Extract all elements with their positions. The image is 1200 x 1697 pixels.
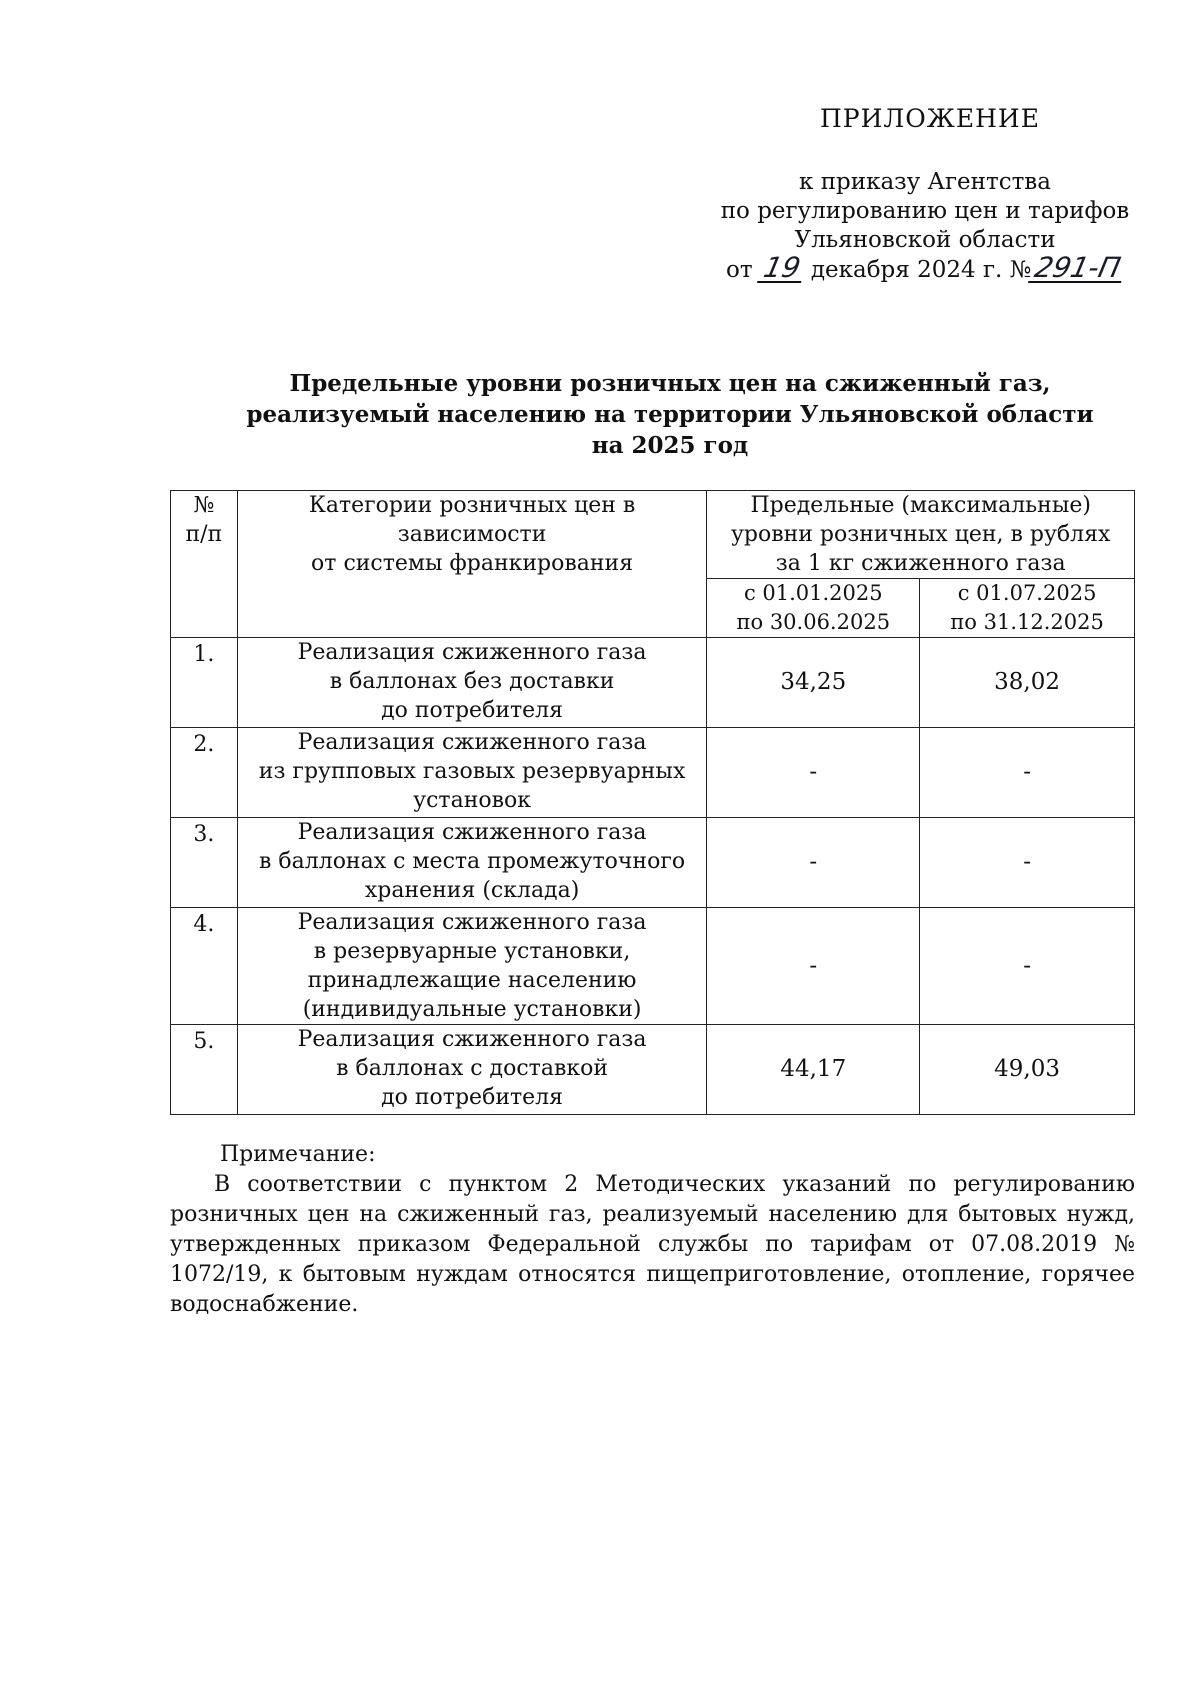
header-period-2 [920,579,1135,638]
category-line: в резервуарные установки, [313,939,631,964]
table-row [171,728,1135,818]
header-category-line-2: зависимости [397,522,547,547]
row-number: 5. [171,1025,238,1115]
category-line: в баллонах с доставкой [336,1056,608,1081]
row-number: 4. [171,908,238,1025]
date-rest: декабря 2024 г. № [810,257,1032,283]
row-number: 1. [171,638,238,728]
document-title [170,368,1170,461]
category-line: до потребителя [381,1085,564,1110]
category-line: Реализация сжиженного газа [297,820,647,845]
price-period-2: - [920,728,1135,818]
price-period-2: 38,02 [920,638,1135,728]
row-category [237,818,707,908]
appendix-date-line [700,251,1150,285]
header-category-line-3: от системы франкирования [311,551,634,576]
category-line: в баллонах с места промежуточного [259,849,686,874]
header-prices [707,491,1135,579]
category-line: до потребителя [381,698,564,723]
price-period-1: 44,17 [707,1025,920,1115]
row-category [237,1025,707,1115]
category-line: принадлежащие населению [307,968,637,993]
category-line: Реализация сжиженного газа [297,730,647,755]
handwritten-day: 19 [757,255,807,283]
period-2-line-1: с 01.07.2025 [957,581,1097,605]
table-row [171,908,1135,1025]
note-label: Примечание: [220,1142,376,1167]
price-period-1: - [707,728,920,818]
period-1-line-2: по 30.06.2025 [736,610,891,634]
table-row [171,818,1135,908]
note-text: В соответствии с пунктом 2 Методических указаний по регулированию розничных цен на сжиженный газ, реализуемый населению для бытовых нужд, утвержденных приказом Федеральной службы по тарифам от 07.08.2019 № 1072/19, к бытовым нуждам относятся пищеприготовление, отопление, горячее водоснабжение. [170,1172,1135,1317]
appendix-line-2: по регулированию цен и тарифов [720,198,1130,224]
note-section [170,1140,1135,1320]
title-line-1: Предельные уровни розничных цен на сжиженный газ, [289,370,1051,397]
price-period-2: - [920,908,1135,1025]
category-line: в баллонах без доставки [329,669,615,694]
price-period-1: 34,25 [707,638,920,728]
date-prefix: от [726,257,753,283]
header-number-line-2: п/п [185,522,223,547]
category-line: (индивидуальные установки) [302,997,642,1022]
row-category [237,908,707,1025]
row-number: 3. [171,818,238,908]
header-category [237,491,707,638]
appendix-line-3: Ульяновской области [794,227,1056,253]
price-table [170,490,1135,1115]
header-number [171,491,238,638]
price-period-1: - [707,908,920,1025]
row-category [237,728,707,818]
row-number: 2. [171,728,238,818]
header-prices-line-1: Предельные (максимальные) [750,493,1091,518]
category-line: Реализация сжиженного газа [297,910,647,935]
header-number-line-1: № [193,493,215,518]
price-period-1: - [707,818,920,908]
table-row [171,638,1135,728]
row-category [237,638,707,728]
category-line: установок [413,788,531,813]
appendix-line-1: к приказу Агентства [799,169,1051,195]
handwritten-order-number: 291-П [1028,255,1127,283]
price-period-2: 49,03 [920,1025,1135,1115]
category-line: Реализация сжиженного газа [297,1027,647,1052]
table-header-row [171,491,1135,579]
category-line: хранения (склада) [364,878,580,903]
header-period-1 [707,579,920,638]
category-line: из групповых газовых резервуарных [258,759,686,784]
appendix-reference [700,168,1150,285]
period-2-line-2: по 31.12.2025 [950,610,1104,634]
appendix-title: ПРИЛОЖЕНИЕ [820,104,1040,133]
title-line-3: на 2025 год [591,432,749,459]
table-row [171,1025,1135,1115]
period-1-line-1: с 01.01.2025 [743,581,883,605]
header-category-line-1: Категории розничных цен в [308,493,636,518]
category-line: Реализация сжиженного газа [297,640,647,665]
price-period-2: - [920,818,1135,908]
header-prices-line-2: уровни розничных цен, в рублях [730,522,1111,547]
header-prices-line-3: за 1 кг сжиженного газа [775,551,1066,576]
title-line-2: реализуемый населению на территории Ульяновской области [246,401,1094,428]
